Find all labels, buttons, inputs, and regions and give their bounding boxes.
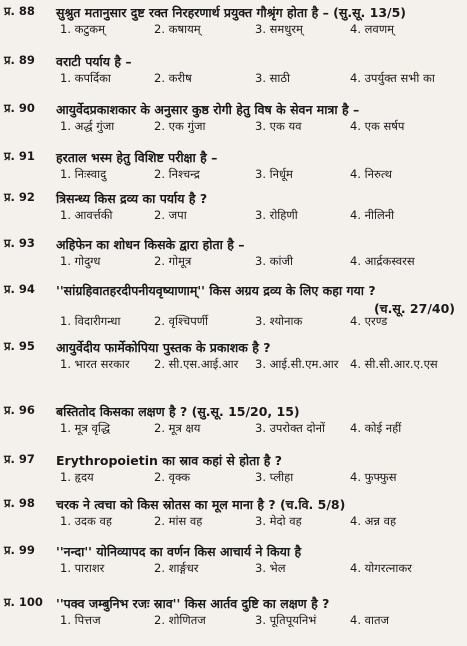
option-2: 2. करीष (154, 71, 192, 85)
option-1: 1. पित्तज (60, 613, 101, 627)
question-text: Erythropoietin का स्राव कहां से होता है ? (56, 453, 283, 468)
question-row (0, 543, 467, 561)
question-number: प्र. 88 (4, 4, 35, 18)
option-2: 2. मूत्र क्षय (154, 421, 201, 435)
option-4: 4. वातज (350, 613, 390, 627)
option-4: 4. फुफ्फुस (350, 470, 397, 484)
question-text: चरक ने त्वचा को किस स्रोतस का मूल माना है ? (च.वि. 5/8) (56, 497, 346, 512)
question-row (0, 53, 467, 71)
question-block (0, 543, 467, 578)
question-row (0, 101, 467, 119)
question-row (0, 282, 467, 300)
option-1: 1. गोदुग्ध (60, 254, 101, 268)
question-row (0, 452, 467, 470)
question-text: ''पक्व जम्बुनिभ रजः स्राव'' किस आर्तव दुष्टि का लक्षण है ? (56, 596, 330, 611)
options-row (0, 208, 467, 225)
reference-row (0, 300, 467, 314)
question-row (0, 149, 467, 167)
question-number: प्र. 100 (4, 595, 43, 609)
question-block (0, 190, 467, 225)
question-text: ''नन्दा'' योनिव्यापद का वर्णन किस आचार्य ने किया है (56, 544, 302, 559)
option-1: 1. अर्द्ध गुंजा (60, 119, 115, 133)
option-2: 2. जपा (154, 208, 187, 222)
options-row (0, 314, 467, 331)
option-1: 1. हृदय (60, 470, 94, 484)
question-text: ''सांग्रहिवातहरदीपनीयवृष्याणाम्'' किस अग्रय द्रव्य के लिए कहा गया ? (56, 283, 376, 298)
option-3: 3. पूतिपूयनिभं (255, 613, 317, 627)
option-3: 3. उपरोक्त दोनों (255, 421, 325, 435)
options-row (0, 470, 467, 487)
option-1: 1. पाराशर (60, 561, 105, 575)
question-row (0, 190, 467, 208)
question-row (0, 496, 467, 514)
option-3: 3. भेल (255, 561, 286, 575)
options-row (0, 421, 467, 438)
question-number: प्र. 91 (4, 149, 35, 163)
question-block (0, 452, 467, 487)
question-text: वराटी पर्याय है – (56, 54, 132, 69)
question-block (0, 149, 467, 184)
options-row (0, 514, 467, 531)
question-block (0, 4, 467, 39)
question-text: आयुर्वेदप्रकाशकार के अनुसार कुष्ठ रोगी हेतु विष के सेवन मात्रा है – (56, 102, 360, 117)
option-2: 2. मांस वह (154, 514, 203, 528)
question-number: प्र. 97 (4, 452, 35, 466)
question-block (0, 282, 467, 331)
question-row (0, 236, 467, 254)
question-row (0, 403, 467, 421)
option-2: 2. एक गुंजा (154, 119, 206, 133)
options-row (0, 357, 467, 374)
option-1: 1. कपर्दिका (60, 71, 111, 85)
option-2: 2. शोणितज (154, 613, 206, 627)
option-1: 1. उदक वह (60, 514, 113, 528)
question-text: त्रिसन्ध्य किस द्रव्य का पर्याय है ? (56, 191, 208, 206)
question-text: अहिफेन का शोधन किसके द्वारा होता है – (56, 237, 245, 252)
option-2: 2. गोमूत्र (154, 254, 192, 268)
option-2: 2. शार्ङ्गधर (154, 561, 199, 575)
question-block (0, 403, 467, 438)
question-block (0, 339, 467, 374)
option-4: 4. लवणम् (350, 22, 395, 36)
option-4: 4. एक सर्षप (350, 119, 405, 133)
question-block (0, 53, 467, 88)
question-block (0, 101, 467, 136)
option-3: 3. निर्धूम (255, 167, 293, 181)
option-1: 1. निःस्वादु (60, 167, 107, 181)
option-1: 1. कटुकम् (60, 22, 105, 36)
question-text: आयुर्वेदीय फार्मेकोपिया पुस्तक के प्रकाशक है ? (56, 340, 271, 355)
option-4: 4. योगरत्नाकर (350, 561, 412, 575)
option-3: 3. प्लीहा (255, 470, 294, 484)
option-2: 2. निश्चन्द्र (154, 167, 200, 181)
question-text: हरताल भस्म हेतु विशिष्ट परीक्षा है – (56, 150, 218, 165)
options-row (0, 22, 467, 39)
option-3: 3. रोहिणी (255, 208, 298, 222)
option-3: 3. साठी (255, 71, 291, 85)
option-4: 4. निरुत्थ (350, 167, 392, 181)
option-3: 3. समधुरम् (255, 22, 303, 36)
option-3: 3. मेदो वह (255, 514, 302, 528)
question-number: प्र. 92 (4, 190, 35, 204)
question-block (0, 496, 467, 531)
option-4: 4. अन्न वह (350, 514, 397, 528)
option-3: 3. श्योनाक (255, 314, 303, 328)
question-number: प्र. 96 (4, 403, 35, 417)
options-row (0, 561, 467, 578)
question-row (0, 339, 467, 357)
question-row (0, 595, 467, 613)
option-4: 4. आर्द्रकस्वरस (350, 254, 415, 268)
option-1: 1. आवर्त्तकी (60, 208, 113, 222)
options-row (0, 613, 467, 630)
option-2: 2. सी.एस.आई.आर (154, 357, 239, 371)
question-number: प्र. 99 (4, 543, 35, 557)
question-text: सुश्रुत मतानुसार दुष्ट रक्त निरहरणार्थ प्रयुक्त गौश्रृंग होता है – (सु.सू. 13/5) (56, 5, 407, 20)
question-number: प्र. 94 (4, 282, 35, 296)
option-1: 1. विदारीगन्धा (60, 314, 121, 328)
options-row (0, 167, 467, 184)
option-4: 4. सी.सी.आर.ए.एस (350, 357, 438, 371)
option-3: 3. आई.सी.एम.आर (255, 357, 339, 371)
option-4: 4. उपर्युक्त सभी का (350, 71, 435, 85)
option-1: 1. मूत्र वृद्धि (60, 421, 111, 435)
question-block (0, 595, 467, 630)
question-block (0, 236, 467, 271)
option-4: 4. कोई नहीं (350, 421, 402, 435)
question-number: प्र. 95 (4, 339, 35, 353)
question-reference: (च.सू. 27/40) (373, 301, 455, 316)
options-row (0, 119, 467, 136)
option-3: 3. कांजी (255, 254, 293, 268)
options-row (0, 71, 467, 88)
question-row (0, 4, 467, 22)
question-text: बस्तितोद किसका लक्षण है ? (सु.सू. 15/20, 15) (56, 404, 300, 419)
options-row (0, 254, 467, 271)
question-number: प्र. 93 (4, 236, 35, 250)
question-number: प्र. 90 (4, 101, 35, 115)
option-2: 2. वृक्क (154, 470, 191, 484)
option-2: 2. कषायम् (154, 22, 201, 36)
option-3: 3. एक यव (255, 119, 302, 133)
option-1: 1. भारत सरकार (60, 357, 130, 371)
option-2: 2. वृश्चिपर्णी (154, 314, 209, 328)
question-number: प्र. 89 (4, 53, 35, 67)
option-4: 4. एरण्ड (350, 314, 388, 328)
option-4: 4. नीलिनी (350, 208, 395, 222)
question-number: प्र. 98 (4, 496, 35, 510)
